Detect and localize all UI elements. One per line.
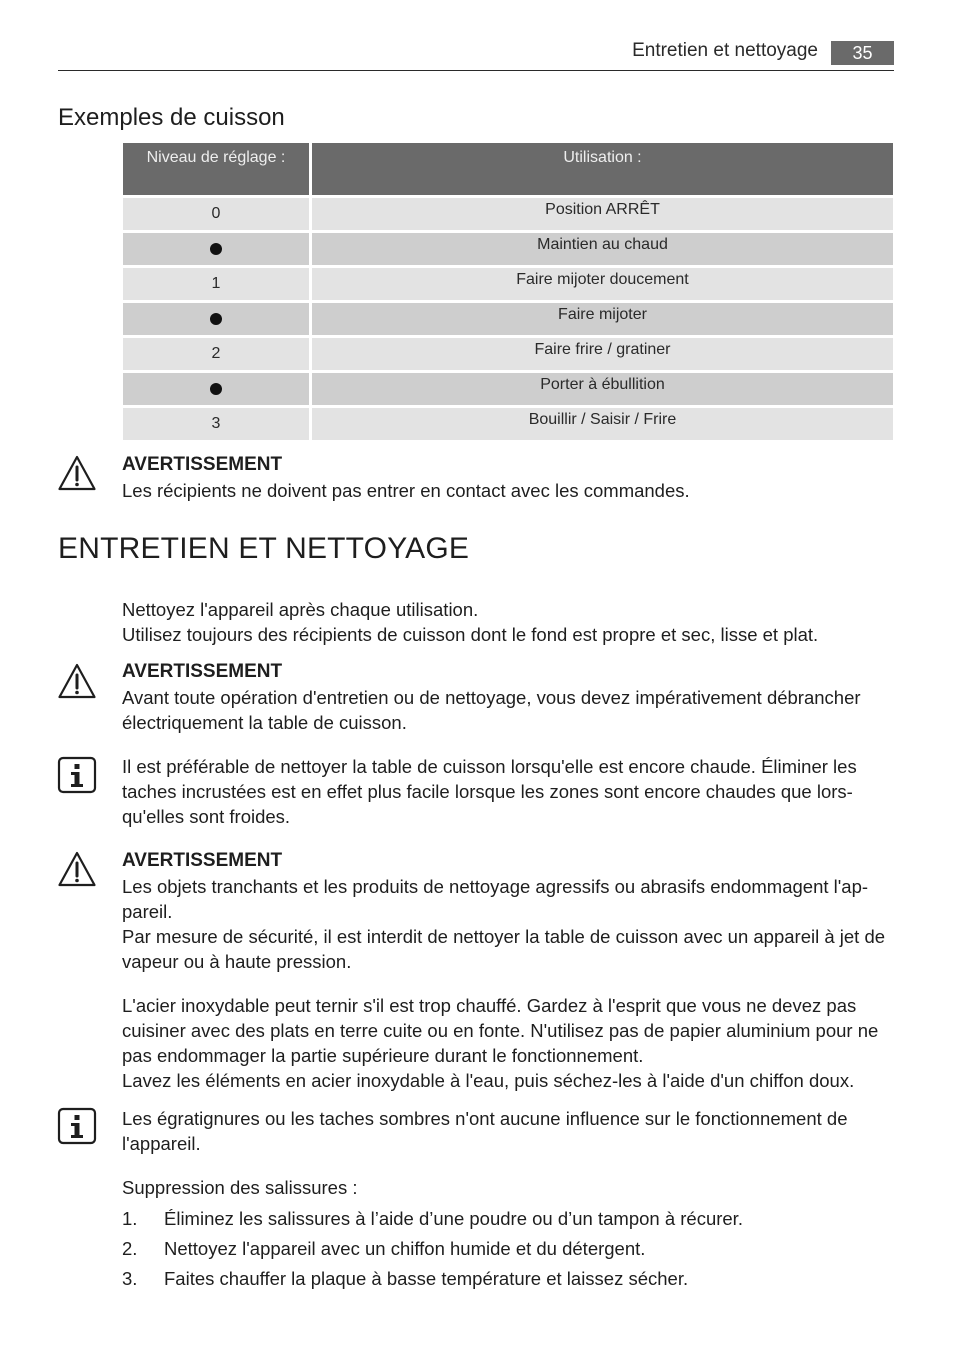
steel-text-2: Lavez les éléments en acier inoxydable à l'eau, puis séchez-les à l'aide d'un chiffon doux.	[122, 1070, 855, 1091]
header-rule	[58, 70, 894, 71]
column-header-use: Utilisation :	[312, 143, 893, 195]
removal-title: Suppression des salissures :	[122, 1177, 358, 1198]
use-cell: Faire mijoter	[312, 303, 893, 335]
removal-steps-list	[122, 1204, 743, 1294]
level-cell: 3	[123, 408, 309, 440]
table-row	[123, 408, 893, 440]
step-number: 1.	[122, 1208, 138, 1229]
subheading-cooking-examples: Exemples de cuisson	[58, 104, 285, 131]
info-icon	[57, 1107, 97, 1145]
use-cell: Porter à ébullition	[312, 373, 893, 405]
level-cell: 1	[123, 268, 309, 300]
warning-block-2	[122, 659, 894, 735]
warning-text-1: Les objets tranchants et les produits de nettoyage agressifs ou abrasifs endommagent l'ap-pareil.	[122, 876, 869, 922]
running-header-title: Entretien et nettoyage	[632, 40, 818, 61]
intro-line-2: Utilisez toujours des récipients de cuisson dont le fond est propre et sec, lisse et plat.	[122, 624, 819, 645]
warning-text-2: Par mesure de sécurité, il est interdit de nettoyer la table de cuisson avec un appareil à jet de vapeur ou à haute pression.	[122, 926, 886, 972]
step-text: Faites chauffer la plaque à basse température et laissez sécher.	[164, 1268, 689, 1289]
section-heading: ENTRETIEN ET NETTOYAGE	[58, 532, 470, 565]
table-row	[123, 338, 893, 370]
table-row	[123, 233, 893, 265]
step-text: Éliminez les salissures à l’aide d’une poudre ou d’un tampon à récurer.	[164, 1208, 743, 1229]
page-number: 35	[831, 41, 894, 65]
table-row	[123, 373, 893, 405]
warning-title: AVERTISSEMENT	[122, 850, 283, 871]
intro-line-1: Nettoyez l'appareil après chaque utilisation.	[122, 599, 479, 620]
level-cell: 2	[123, 338, 309, 370]
table-row	[123, 268, 893, 300]
warning-triangle-icon	[57, 850, 97, 888]
column-header-level: Niveau de réglage :	[123, 143, 309, 195]
info-text: Les égratignures ou les taches sombres n'ont aucune influence sur le fonctionnement de l'appareil.	[122, 1108, 848, 1154]
warning-title: AVERTISSEMENT	[122, 454, 283, 475]
table-row	[123, 303, 893, 335]
cooking-examples-table	[120, 140, 896, 443]
table-header-row	[123, 143, 893, 195]
dot-icon	[210, 313, 222, 325]
use-cell: Position ARRÊT	[312, 198, 893, 230]
info-icon	[57, 756, 97, 794]
info-block-1	[122, 754, 894, 829]
info-text: Il est préférable de nettoyer la table de cuisson lorsqu'elle est encore chaude. Éliminer les taches incrustées est en effet plus facile lorsque les zones sont encore chaudes que lors-qu'elles sont froides.	[122, 756, 857, 827]
warning-text: Avant toute opération d'entretien ou de nettoyage, vous devez impérativement débrancher électriquement la table de cuisson.	[122, 687, 861, 733]
table-row	[123, 198, 893, 230]
list-item	[122, 1264, 743, 1294]
warning-text: Les récipients ne doivent pas entrer en contact avec les commandes.	[122, 480, 690, 501]
dot-icon	[210, 243, 222, 255]
step-number: 2.	[122, 1238, 138, 1259]
step-number: 3.	[122, 1268, 138, 1289]
warning-triangle-icon	[57, 662, 97, 700]
list-item	[122, 1204, 743, 1234]
use-cell: Maintien au chaud	[312, 233, 893, 265]
warning-triangle-icon	[57, 454, 97, 492]
step-text: Nettoyez l'appareil avec un chiffon humide et du détergent.	[164, 1238, 646, 1259]
warning-block-1	[122, 452, 894, 503]
warning-title: AVERTISSEMENT	[122, 661, 283, 682]
level-cell: 0	[123, 198, 309, 230]
warning-block-3	[122, 848, 894, 974]
dot-icon	[210, 383, 222, 395]
intro-block	[122, 597, 894, 647]
level-cell	[123, 303, 309, 335]
use-cell: Bouillir / Saisir / Frire	[312, 408, 893, 440]
use-cell: Faire frire / gratiner	[312, 338, 893, 370]
info-block-2	[122, 1106, 894, 1156]
list-item	[122, 1234, 743, 1264]
level-cell	[123, 373, 309, 405]
steel-text-1: L'acier inoxydable peut ternir s'il est trop chauffé. Gardez à l'esprit que vous ne devez pas cuisiner avec des plats en terre cuite ou en fonte. N'utilisez pas de papier aluminium pour ne pas endommager la partie supérieure durant le fonctionnement.	[122, 995, 879, 1066]
level-cell	[123, 233, 309, 265]
stainless-steel-block	[122, 993, 894, 1093]
use-cell: Faire mijoter doucement	[312, 268, 893, 300]
